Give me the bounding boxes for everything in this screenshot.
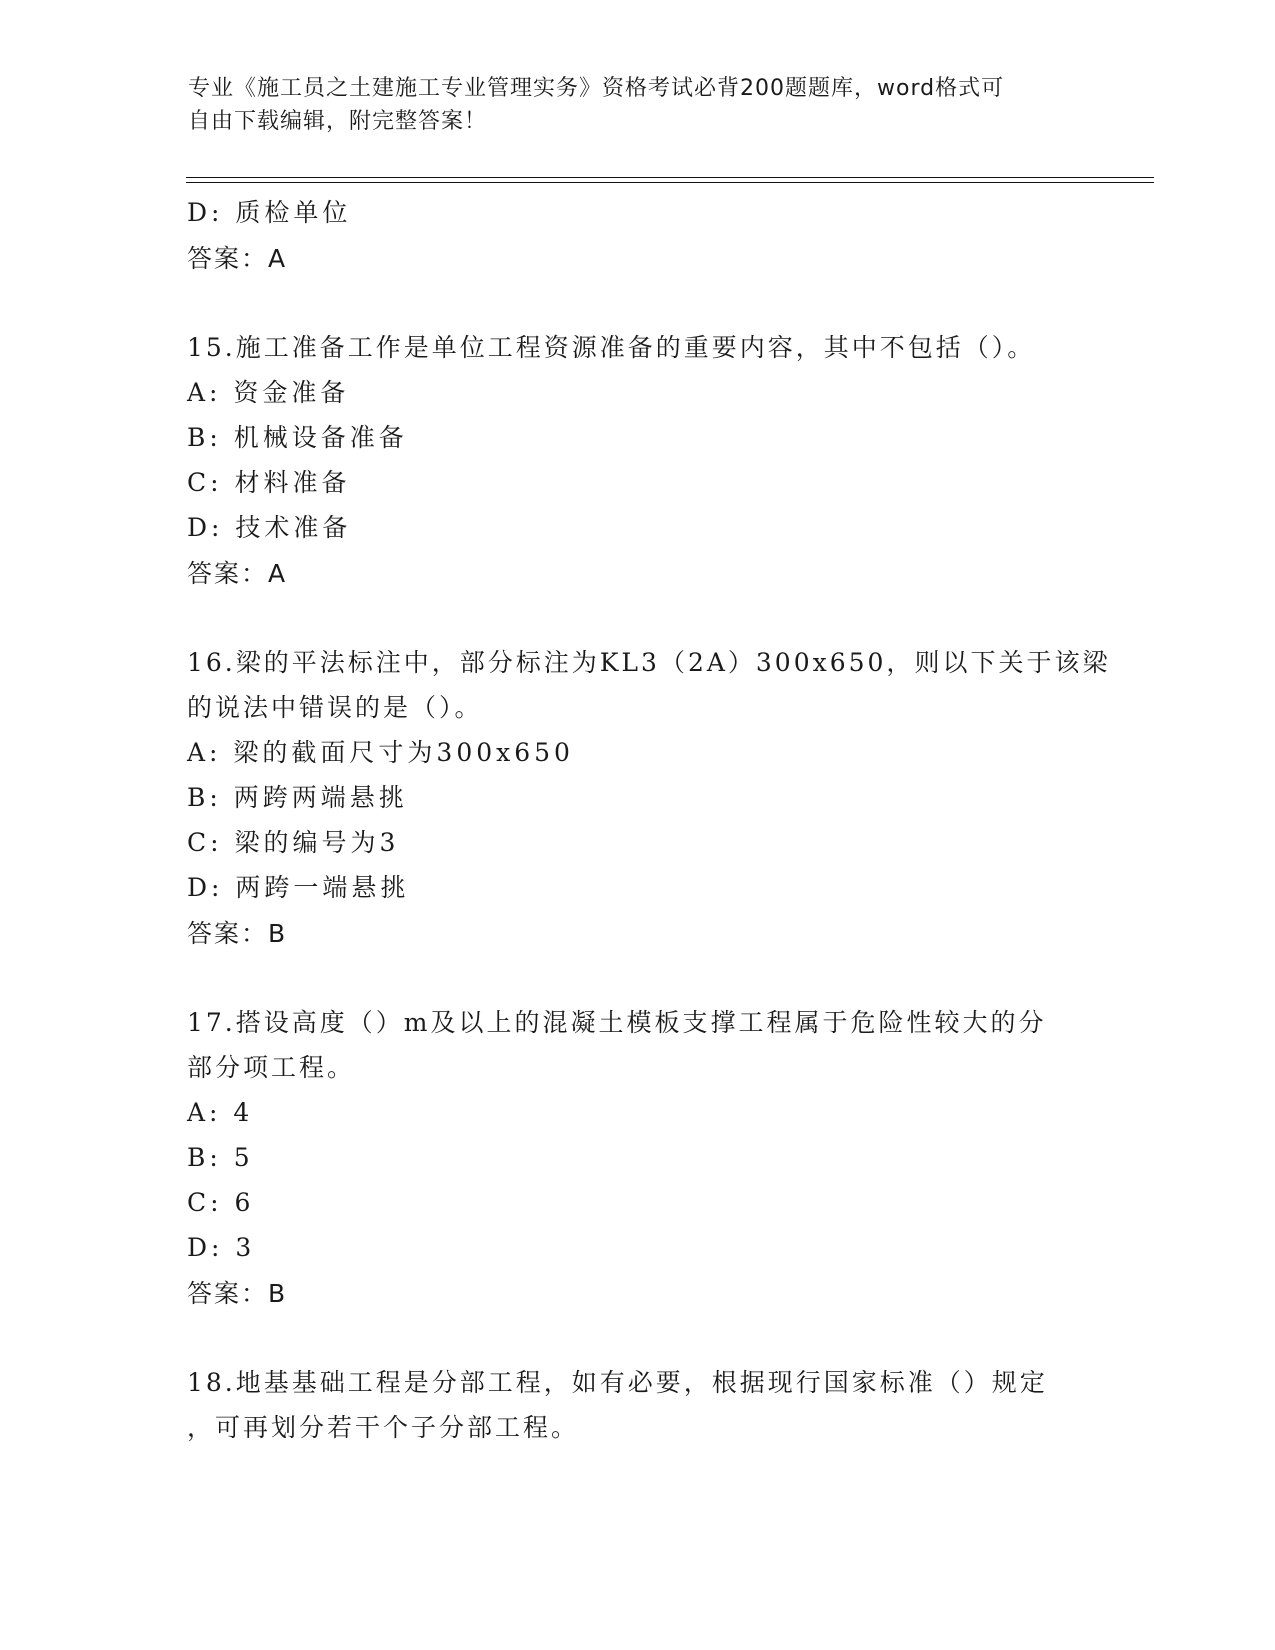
option-a: A: 梁的截面尺寸为300x650 [187,738,574,767]
option-d: D: 技术准备 [187,513,352,542]
document-header [188,72,1088,138]
header-rule-bottom [186,182,1154,183]
question-stem-continued: ，可再划分若干个子分部工程。 [187,1413,580,1442]
spacer [187,958,1087,1000]
option-c: C: 6 [187,1188,255,1217]
option-a: A: 4 [187,1098,254,1127]
option-a: A: 资金准备 [187,378,350,407]
answer: 答案：A [187,244,288,273]
option-b: B: 两跨两端悬挑 [187,783,408,812]
question-stem: 15.施工准备工作是单位工程资源准备的重要内容，其中不包括（）。 [187,333,1036,362]
option-b: B: 机械设备准备 [187,423,408,452]
question-17 [187,1000,1087,1318]
header-line-2: 自由下载编辑，附完整答案！ [188,109,488,134]
answer: 答案：B [187,919,288,948]
question-18 [187,1360,1087,1450]
spacer [187,1318,1087,1360]
spacer [187,283,1087,325]
question-15 [187,325,1087,598]
option-d: D: 3 [187,1233,256,1262]
question-14-tail [187,190,1087,283]
question-stem-continued: 的说法中错误的是（）。 [187,693,483,722]
option-d: D: 两跨一端悬挑 [187,873,410,902]
option-c: C: 梁的编号为3 [187,828,400,857]
answer: 答案：B [187,1279,288,1308]
header-rule-top [186,177,1154,178]
question-stem: 18.地基基础工程是分部工程，如有必要，根据现行国家标准（）规定 [187,1368,1048,1397]
option-c: C: 材料准备 [187,468,351,497]
option-b: B: 5 [187,1143,254,1172]
question-stem-continued: 部分项工程。 [187,1053,356,1082]
header-line-1: 专业《施工员之土建施工专业管理实务》资格考试必背200题题库，word格式可 [188,76,1005,101]
document-body [187,190,1111,1450]
question-stem: 16.梁的平法标注中，部分标注为KL3（2A）300x650，则以下关于该梁 [187,648,1111,677]
option-d: D: 质检单位 [187,198,352,227]
question-16 [187,640,1111,958]
question-stem: 17.搭设高度（）m及以上的混凝土模板支撑工程属于危险性较大的分 [187,1008,1047,1037]
spacer [187,598,1087,640]
answer: 答案：A [187,559,288,588]
